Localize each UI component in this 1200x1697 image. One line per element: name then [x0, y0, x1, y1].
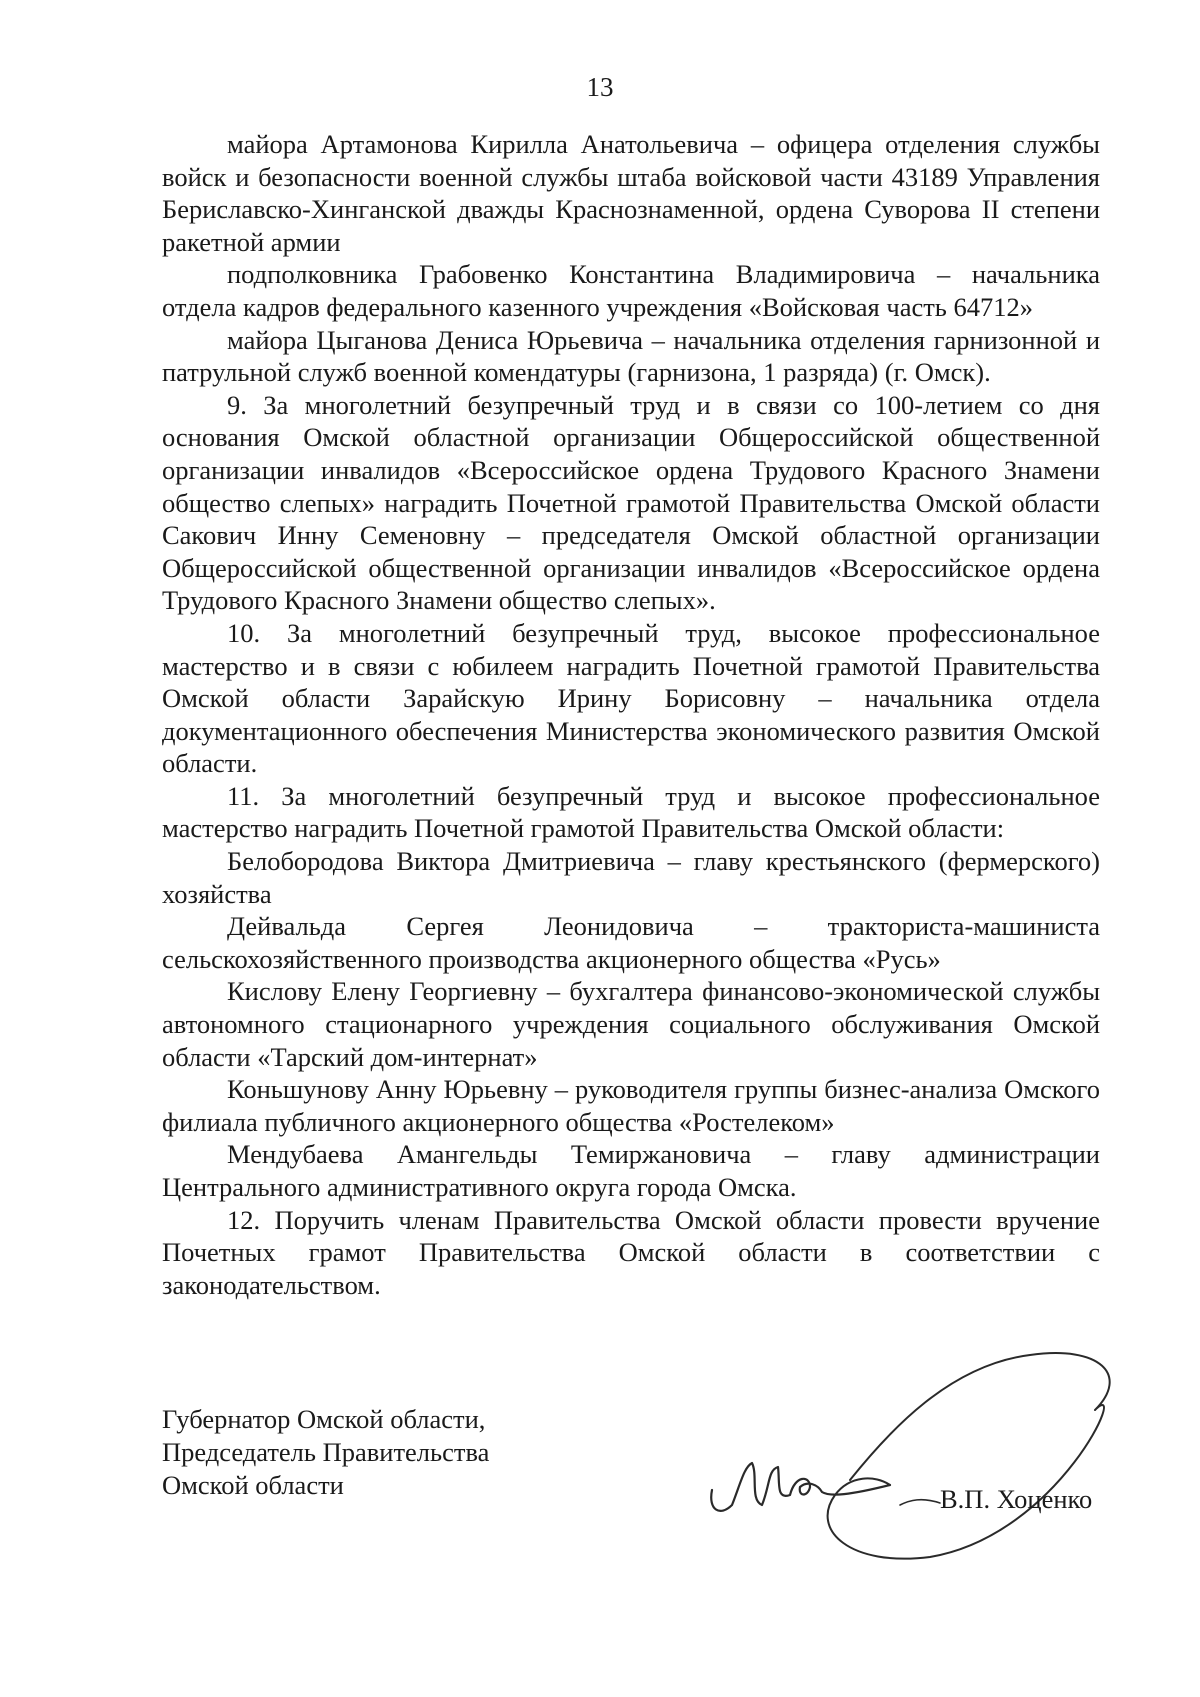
paragraph-item-12: 12. Поручить членам Правительства Омской области провести вручение Почетных грамот Правительства Омской области в соответствии с законодательством. — [162, 1204, 1100, 1300]
signer-name: В.П. Хоценко — [940, 1484, 1093, 1514]
paragraph-grabovenko: подполковника Грабовенко Константина Владимировича – начальника отдела кадров федерального казенного учреждения «Войсковая часть 64712» — [162, 259, 1100, 322]
document-body — [162, 128, 1100, 1301]
paragraph-tsyganov: майора Цыганова Дениса Юрьевича – начальника отделения гарнизонной и патрульной служб военной комендатуры (гарнизона, 1 разряда) (г. Омск). — [162, 324, 1100, 388]
page-number: 13 — [586, 72, 614, 102]
paragraph-kislova: Кислову Елену Георгиевну – бухгалтера финансово-экономической службы автономного стационарного учреждения социального обслуживания Омской области «Тарский дом-интернат» — [162, 976, 1100, 1072]
paragraph-item-9: 9. За многолетний безупречный труд и в связи со 100-летием со дня основания Омской областной организации Общероссийской общественной организации инвалидов «Всероссийское ордена Трудового Красного Знамени общество слепых» наградить Почетной грамотой Правительства Омской области Сакович Инну Семеновну – председателя Омской областной организации Общероссийской общественной организации инвалидов «Всероссийское ордена Трудового Красного Знамени общество слепых». — [162, 389, 1100, 616]
paragraph-artamonov: майора Артамонова Кирилла Анатольевича – офицера отделения службы войск и безопасности военной службы штаба войсковой части 43189 Управления Бериславско-Хинганской дважды Краснознаменной, ордена Суворова II степени ракетной армии — [162, 129, 1100, 257]
signer-position-line: Председатель Правительства — [162, 1437, 490, 1467]
signer-position-line: Губернатор Омской области, — [162, 1404, 486, 1434]
signature-tail-stroke — [900, 1500, 940, 1505]
paragraph-beloborodov: Белобородова Виктора Дмитриевича – главу крестьянского (фермерского) хозяйства — [162, 846, 1100, 909]
paragraph-mendubaev: Мендубаева Амангельды Темиржановича – главу администрации Центрального административного округа города Омска. — [162, 1139, 1100, 1202]
paragraph-item-11: 11. За многолетний безупречный труд и высокое профессиональное мастерство наградить Почетной грамотой Правительства Омской области: — [162, 780, 1100, 844]
paragraph-konshunova: Коньшунову Анну Юрьевну – руководителя группы бизнес-анализа Омского филиала публичного акционерного общества «Ростелеком» — [162, 1074, 1100, 1137]
signature-initials-stroke — [711, 1463, 890, 1511]
paragraph-deyvald: Дейвальда Сергея Леонидовича – тракториста-машиниста сельскохозяйственного производства акционерного общества «Русь» — [162, 911, 1100, 974]
paragraph-item-10: 10. За многолетний безупречный труд, высокое профессиональное мастерство и в связи с юбилеем наградить Почетной грамотой Правительства Омской области Зарайскую Ирину Борисовну – начальника отдела документационного обеспечения Министерства экономического развития Омской области. — [162, 617, 1100, 779]
signature-loop-stroke — [828, 1353, 1110, 1559]
signer-position — [162, 1403, 489, 1502]
handwritten-signature — [700, 1335, 1140, 1565]
signer-position-line: Омской области — [162, 1470, 344, 1500]
